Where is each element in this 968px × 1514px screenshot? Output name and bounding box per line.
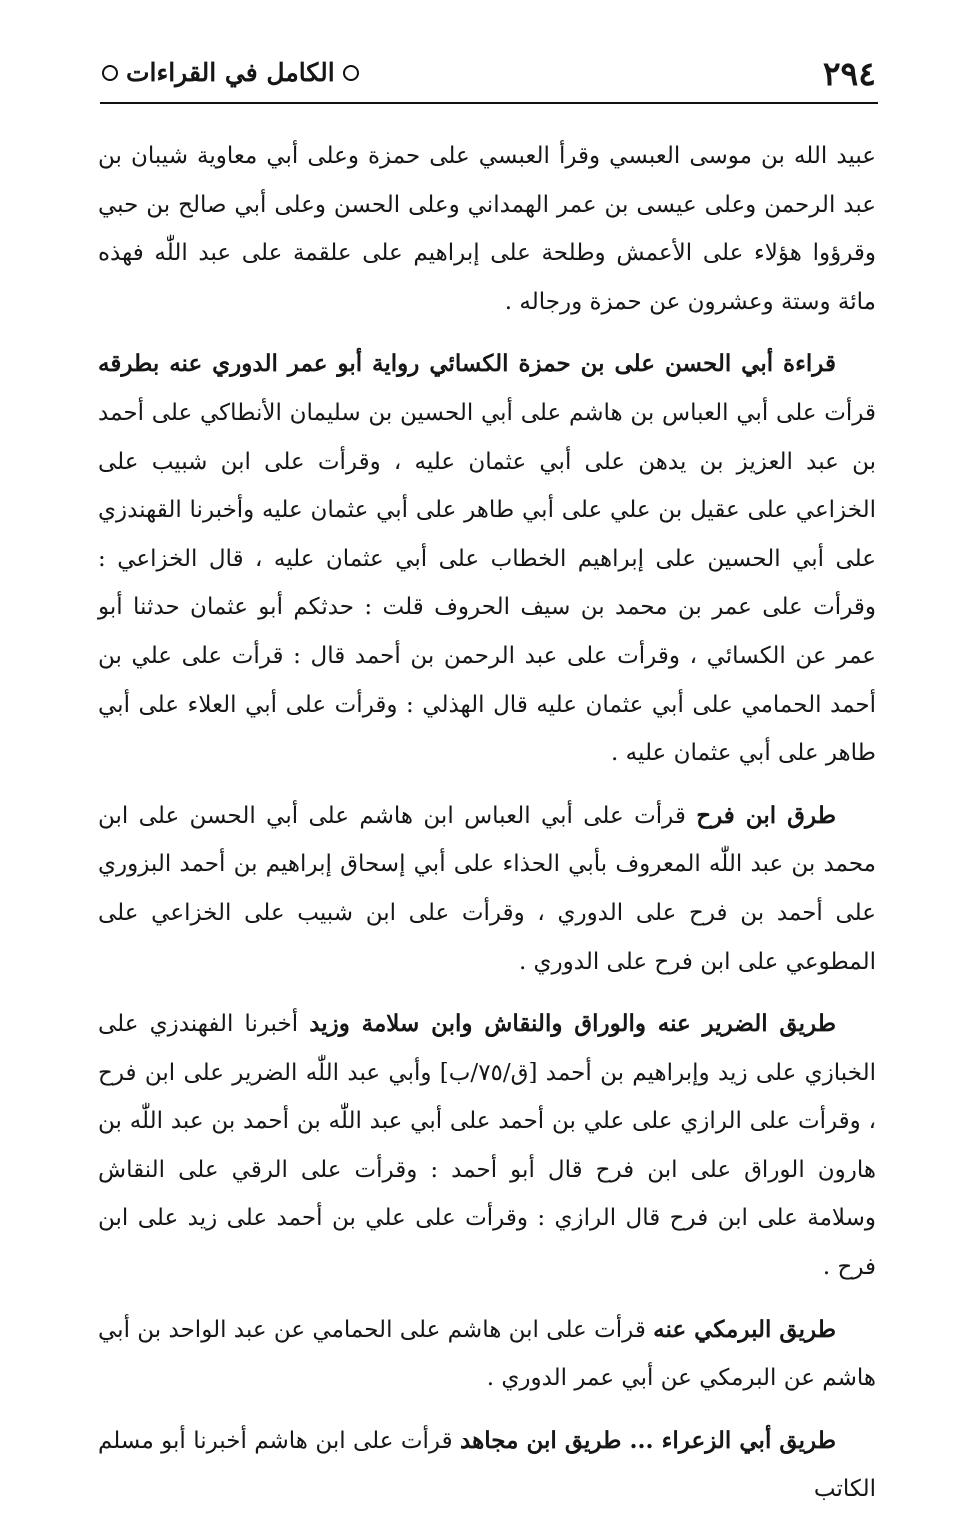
paragraph-text: قرأت على ابن هاشم على الحمامي عن عبد الواحد بن أبي هاشم عن البرمكي عن أبي عمر الدوري .: [98, 1316, 876, 1392]
paragraph: [98, 340, 876, 777]
paragraph-text: قرأت على أبي العباس بن هاشم على أبي الحسين بن سليمان الأنطاكي على أحمد بن عبد العزيز بن يدهن على أبي عثمان عليه ، وقرأت على ابن شبيب على الخزاعي على عقيل بن علي على أبي طاهر على أبي عثمان عليه وأخبرنا القهندزي على أبي الحسين على إبراهيم الخطاب على أبي عثمان عليه ، قال الخزاعي : وقرأت على عمر بن محمد بن سيف الحروف قلت : حدثكم أبو عثمان حدثنا أبو عمر عن الكسائي ، وقرأت على عبد الرحمن بن أحمد قال : قرأت على علي بن أحمد الحمامي على أبي عثمان عليه قال الهذلي : وقرأت على أبي العلاء على أبي طاهر على أبي عثمان عليه .: [98, 399, 876, 767]
paragraph-heading: طريق أبي الزعراء ... طريق ابن مجاهد: [460, 1426, 837, 1454]
paragraph-text: عبيد الله بن موسى العبسي وقرأ العبسي على حمزة وعلى أبي معاوية شيبان بن عبد الرحمن وعلى عيسى بن عمر الهمداني وعلى الحسن وعلى أبي صالح بن حبي وقرؤوا هؤلاء على الأعمش وطلحة على إبراهيم على علقمة على عبد اللّٰه فهذه مائة وستة وعشرون عن حمزة ورجاله .: [98, 143, 876, 315]
paragraph: [98, 132, 876, 326]
circle-ornament-icon: [343, 65, 359, 81]
paragraph-heading: قراءة أبي الحسن على بن حمزة الكسائي رواية أبو عمر الدوري عنه بطرقه: [98, 350, 836, 378]
paragraph-text: قرأت على ابن هاشم أخبرنا أبو مسلم الكاتب: [98, 1427, 876, 1503]
running-title: [102, 58, 359, 87]
paragraph: [98, 1306, 876, 1403]
running-title-text: الكامل في القراءات: [126, 58, 335, 87]
paragraph: [98, 792, 876, 986]
page-body: [98, 132, 876, 1514]
paragraph: [98, 1417, 876, 1514]
paragraph-heading: طريق الضرير عنه والوراق والنقاش وابن سلامة وزيد: [309, 1010, 836, 1038]
paragraph-heading: طريق البرمكي عنه: [653, 1315, 837, 1343]
circle-ornament-icon: [102, 65, 118, 81]
paragraph-heading: طرق ابن فرح: [696, 801, 836, 829]
page-header: [100, 52, 878, 104]
paragraph: [98, 1000, 876, 1292]
paragraph-text: قرأت على أبي العباس ابن هاشم على أبي الحسن على ابن محمد بن عبد اللّٰه المعروف بأبي الحذاء على أبي إسحاق إبراهيم بن أحمد البزوري على أحمد بن فرح على الدوري ، وقرأت على ابن شبيب على الخزاعي على المطوعي على ابن فرح على الدوري .: [98, 802, 876, 975]
paragraph-text: أخبرنا الفهندزي على الخبازي على زيد وإبراهيم بن أحمد [ق/٧٥/ب] وأبي عبد اللّٰه الضرير على ابن فرح ، وقرأت على الرازي على علي بن أحمد على أبي عبد اللّٰه بن أحمد بن عبد اللّٰه بن هارون الوراق على ابن فرح قال أبو أحمد : وقرأت على الرقي على النقاش وسلامة على ابن فرح قال الرازي : وقرأت على علي بن أحمد على زيد على ابن فرح .: [98, 1011, 876, 1281]
page-number: ٢٩٤: [822, 54, 876, 93]
